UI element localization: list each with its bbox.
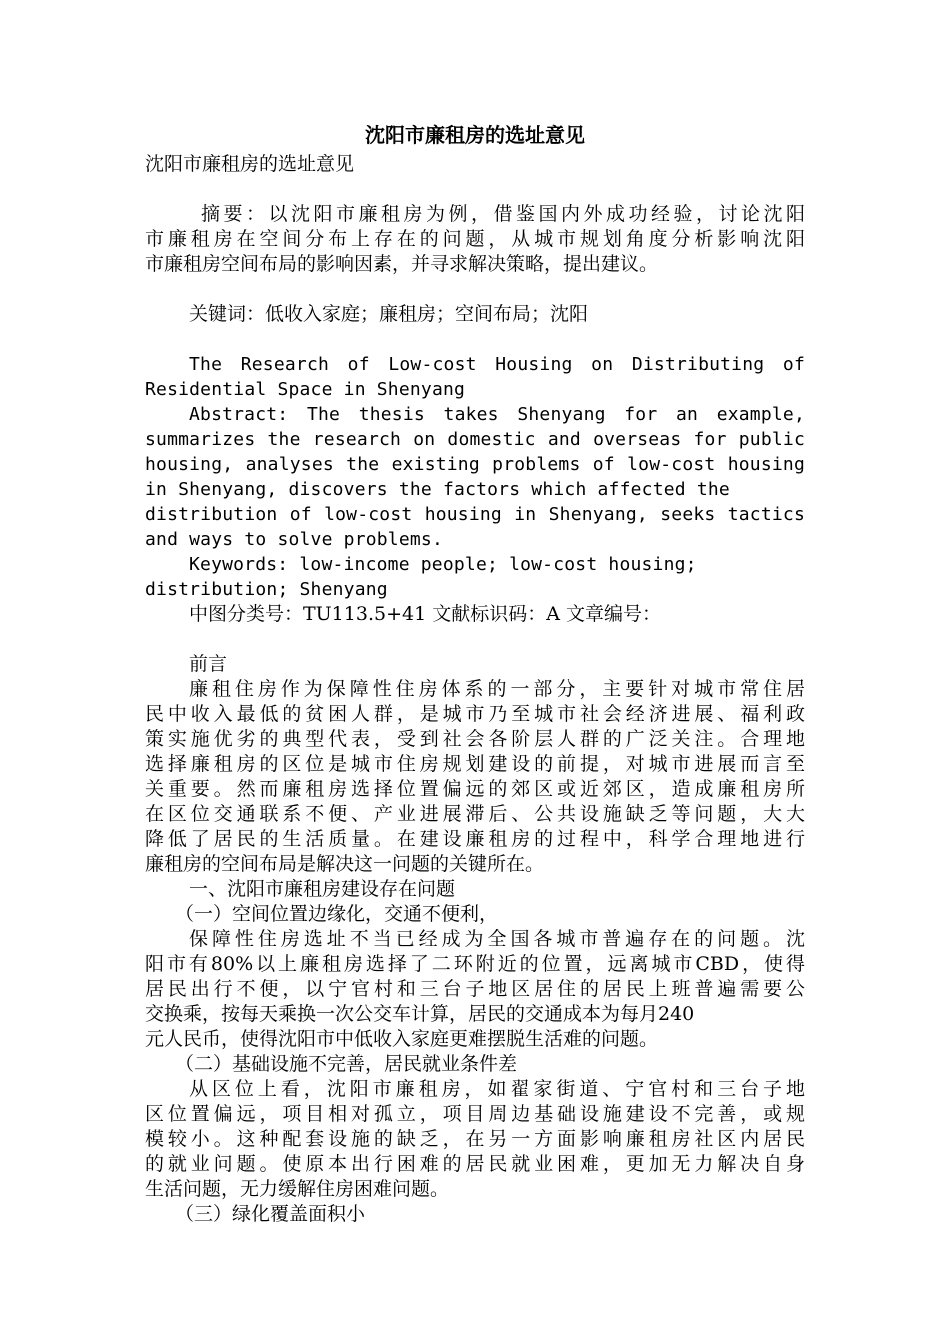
body-line: 的就业问题。使原本出行困难的居民就业困难，更加无力解决自身 [145, 1153, 805, 1175]
abstract-en-line: and ways to solve problems. [145, 529, 443, 550]
body-line: 交换乘，按每天乘换一次公交车计算，居民的交通成本为每月240 [145, 1003, 695, 1025]
body-line: 保障性住房选址不当已经成为全国各城市普遍存在的问题。沈 [189, 928, 805, 950]
classification-line: 中图分类号：TU113.5+41 文献标识码：A 文章编号： [189, 603, 661, 625]
abstract-en-line: summarizes the research on domestic and overseas for public [145, 429, 805, 450]
spacer [145, 277, 805, 302]
abstract-en-line: in Shenyang, discovers the factors which affected the [145, 479, 730, 500]
body-line: 从区位上看，沈阳市廉租房，如翟家街道、宁官村和三台子地 [189, 1078, 805, 1100]
spacer [145, 627, 805, 652]
keywords-en-line: distribution; Shenyang [145, 579, 388, 600]
section-heading: 一、沈阳市廉租房建设存在问题 [189, 878, 456, 900]
title-en-line: Residential Space in Shenyang [145, 379, 466, 400]
subsection-heading: （一）空间位置边缘化，交通不便利， [175, 903, 499, 925]
preface-line: 选择廉租房的区位是城市住房规划建设的前提，对城市进展而言至 [145, 753, 805, 775]
keywords-en [145, 552, 805, 602]
preface-line: 民中收入最低的贫困人群，是城市乃至城市社会经济进展、福利政 [145, 703, 805, 725]
body-line: 阳市有80%以上廉租房选择了二环附近的位置，远离城市CBD，使得 [145, 953, 805, 975]
document-title: 沈阳市廉租房的选址意见 [365, 123, 585, 147]
abstract-en [145, 402, 805, 552]
abstract-cn-line: 市廉租房在空间分布上存在的问题，从城市规划角度分析影响沈阳 [145, 228, 805, 250]
abstract-en-line: housing, analyses the existing problems of low-cost housing [145, 454, 805, 475]
preface-line: 廉租房的空间布局是解决这一问题的关键所在。 [145, 853, 545, 875]
spacer [145, 327, 805, 352]
document-page [145, 118, 805, 1227]
preface-line: 在区位交通联系不便、产业进展滞后、公共设施缺乏等问题，大大 [145, 803, 805, 825]
body-line: 区位置偏远，项目相对孤立，项目周边基础设施建设不完善，或规 [145, 1103, 805, 1125]
keywords-en-line: Keywords: low-income people; low-cost housing; [189, 554, 697, 575]
abstract-en-line: distribution of low-cost housing in Shenyang, seeks tactics [145, 504, 805, 525]
preface-heading: 前言 [189, 653, 228, 675]
body-line: 居民出行不便，以宁官村和三台子地区居住的居民上班普遍需要公 [145, 978, 805, 1000]
preface-line: 降低了居民的生活质量。在建设廉租房的过程中，科学合理地进行 [145, 828, 805, 850]
preface-line: 关重要。然而廉租房选择位置偏远的郊区或近郊区，造成廉租房所 [145, 778, 805, 800]
subsection-body [145, 927, 805, 1052]
preface-line: 策实施优劣的典型代表，受到社会各阶层人群的广泛关注。合理地 [145, 728, 805, 750]
body-line: 元人民币，使得沈阳市中低收入家庭更难摆脱生活难的问题。 [145, 1028, 659, 1050]
document-subtitle: 沈阳市廉租房的选址意见 [145, 153, 355, 175]
body-line: 生活问题，无力缓解住房困难问题。 [145, 1178, 450, 1200]
keywords-cn: 关键词：低收入家庭；廉租房；空间布局；沈阳 [189, 303, 589, 325]
abstract-cn-line: 摘要：以沈阳市廉租房为例，借鉴国内外成功经验，讨论沈阳 [201, 203, 805, 225]
spacer [145, 177, 805, 202]
abstract-en-line: Abstract: The thesis takes Shenyang for an example, [189, 404, 805, 425]
title-en [145, 352, 805, 402]
subsection-heading: （二）基础设施不完善，居民就业条件差 [175, 1053, 518, 1075]
preface-line: 廉租住房作为保障性住房体系的一部分，主要针对城市常住居 [189, 678, 805, 700]
abstract-cn [145, 202, 805, 277]
title-en-line: The Research of Low-cost Housing on Distributing of [189, 354, 805, 375]
subsection-body [145, 1077, 805, 1202]
body-line: 模较小。这种配套设施的缺乏，在另一方面影响廉租房社区内居民 [145, 1128, 805, 1150]
subsection-heading: （三）绿化覆盖面积小 [175, 1203, 366, 1225]
preface-body [145, 677, 805, 877]
abstract-cn-line: 市廉租房空间布局的影响因素，并寻求解决策略，提出建议。 [145, 253, 659, 275]
